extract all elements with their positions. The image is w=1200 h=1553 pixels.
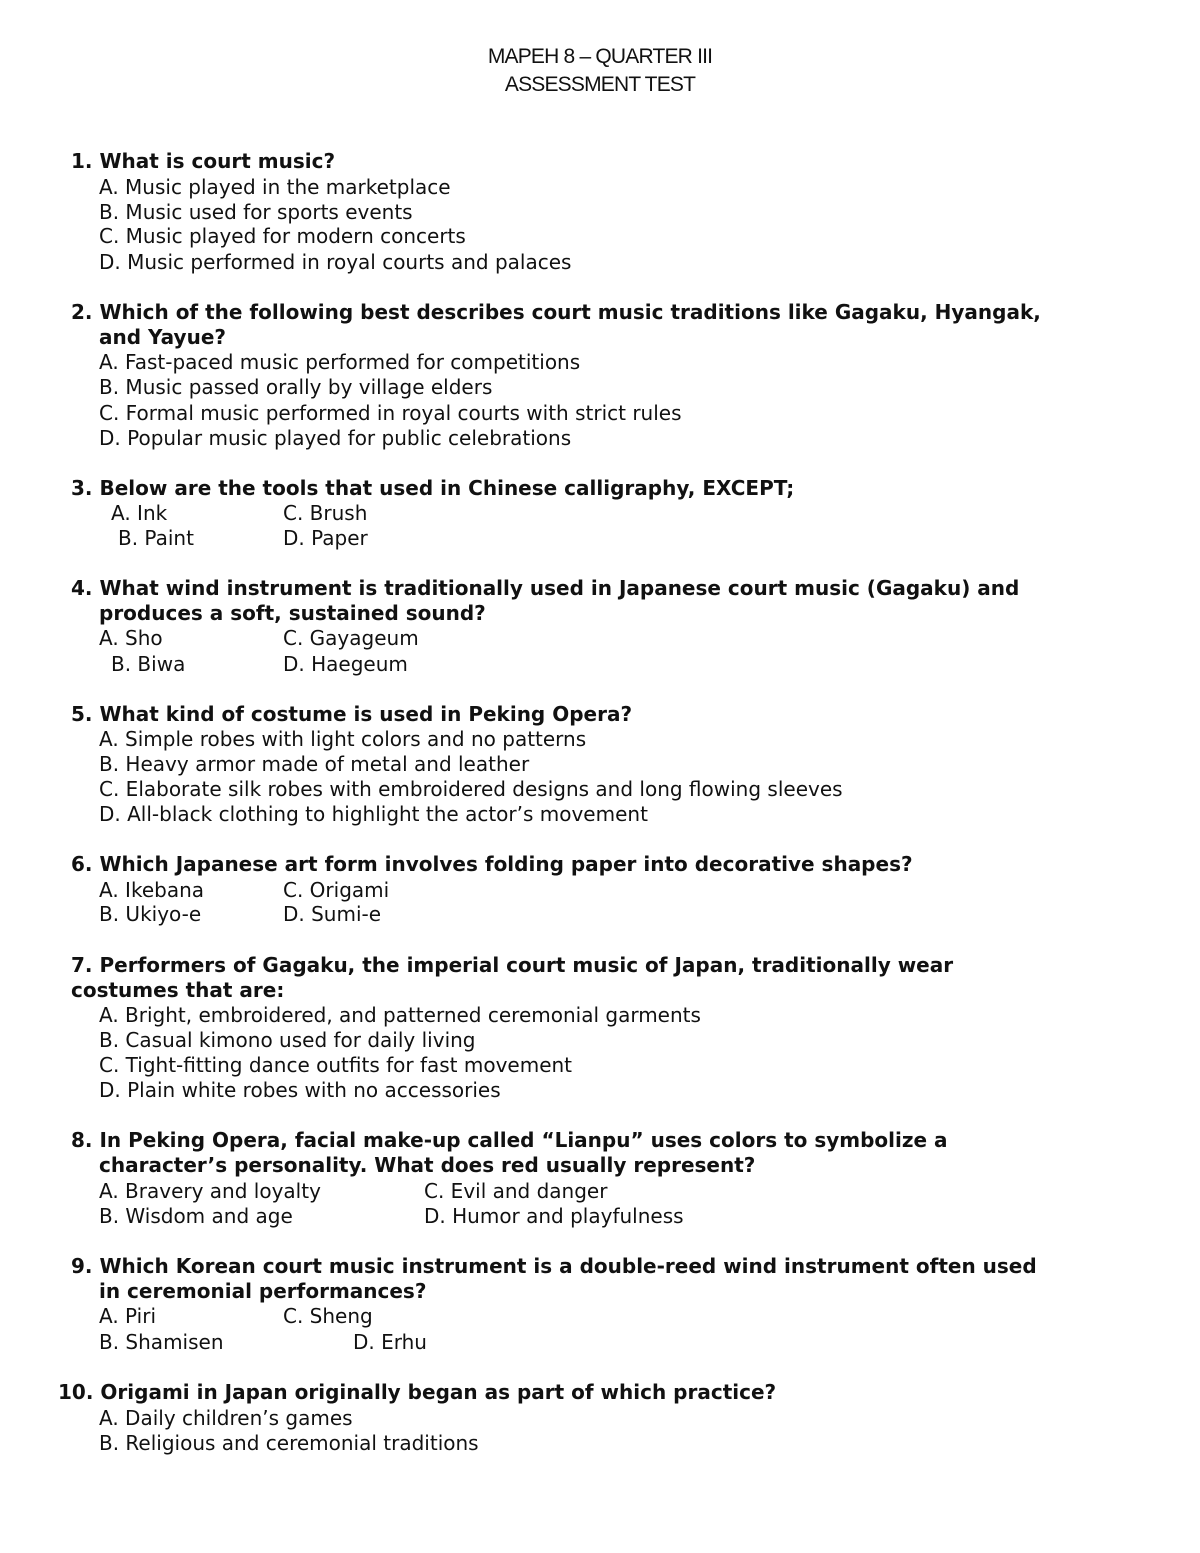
question-number: 8.	[71, 1128, 93, 1152]
option: B. Ukiyo-e	[99, 902, 202, 926]
question-text: In Peking Opera, facial make-up called “Lianpu” uses colors to symbolize a	[99, 1128, 948, 1152]
question-text-continued: and Yayue?	[99, 325, 226, 349]
question-number: 7.	[71, 953, 93, 977]
option: A. Ink	[111, 501, 168, 525]
option: A. Bravery and loyalty	[99, 1179, 321, 1203]
question-number: 6.	[71, 852, 93, 876]
question-6	[71, 852, 913, 877]
question-8	[71, 1128, 948, 1153]
question-text: Origami in Japan originally began as part of which practice?	[100, 1380, 777, 1404]
option: D. Popular music played for public celebrations	[99, 426, 572, 450]
option: C. Elaborate silk robes with embroidered designs and long flowing sleeves	[99, 777, 843, 801]
option: A. Music played in the marketplace	[99, 175, 451, 199]
option: A. Bright, embroidered, and patterned ceremonial garments	[99, 1003, 701, 1027]
question-text: What is court music?	[99, 149, 336, 173]
question-5	[71, 702, 632, 727]
option: C. Evil and danger	[424, 1179, 608, 1203]
option: C. Formal music performed in royal courts with strict rules	[99, 401, 682, 425]
question-number: 3.	[71, 476, 93, 500]
option: D. Music performed in royal courts and palaces	[99, 250, 572, 274]
question-text: Which of the following best describes court music traditions like Gagaku, Hyangak,	[99, 300, 1041, 324]
question-10	[58, 1380, 776, 1405]
option: D. Haegeum	[283, 652, 408, 676]
page-subtitle: ASSESSMENT TEST	[504, 73, 696, 96]
option: A. Simple robes with light colors and no patterns	[99, 727, 587, 751]
option: A. Piri	[99, 1304, 157, 1328]
question-4	[71, 576, 1019, 601]
option: B. Paint	[118, 526, 194, 550]
option: B. Heavy armor made of metal and leather	[99, 752, 530, 776]
option: C. Tight-fitting dance outfits for fast movement	[99, 1053, 573, 1077]
question-number: 1.	[71, 149, 93, 173]
option: C. Origami	[283, 878, 390, 902]
question-number: 4.	[71, 576, 93, 600]
question-text-continued: character’s personality. What does red usually represent?	[99, 1153, 756, 1177]
option: A. Fast-paced music performed for competitions	[99, 350, 581, 374]
question-text-continued: costumes that are:	[71, 978, 285, 1002]
option: B. Shamisen	[99, 1330, 224, 1354]
option: D. Plain white robes with no accessories	[99, 1078, 501, 1102]
option: A. Ikebana	[99, 878, 204, 902]
option: C. Music played for modern concerts	[99, 224, 466, 248]
option: D. All-black clothing to highlight the actor’s movement	[99, 802, 648, 826]
question-7	[71, 953, 953, 978]
question-text: What wind instrument is traditionally used in Japanese court music (Gagaku) and	[99, 576, 1020, 600]
option: D. Humor and playfulness	[424, 1204, 684, 1228]
question-text: Below are the tools that used in Chinese calligraphy, EXCEPT;	[99, 476, 795, 500]
question-number: 5.	[71, 702, 93, 726]
option: C. Sheng	[283, 1304, 373, 1328]
option: C. Brush	[283, 501, 368, 525]
question-text: What kind of costume is used in Peking Opera?	[99, 702, 633, 726]
question-number: 9.	[71, 1254, 93, 1278]
question-1	[71, 149, 335, 174]
option: B. Wisdom and age	[99, 1204, 293, 1228]
question-number: 10.	[58, 1380, 94, 1404]
page-title: MAPEH 8 – QUARTER III	[487, 45, 713, 68]
question-3	[71, 476, 794, 501]
option: A. Daily children’s games	[99, 1406, 353, 1430]
option: D. Sumi-e	[283, 902, 382, 926]
question-9	[71, 1254, 1037, 1279]
option: B. Religious and ceremonial traditions	[99, 1431, 479, 1455]
option: D. Erhu	[353, 1330, 427, 1354]
question-text: Performers of Gagaku, the imperial court music of Japan, traditionally wear	[99, 953, 954, 977]
option: B. Biwa	[111, 652, 186, 676]
question-text-continued: produces a soft, sustained sound?	[99, 601, 486, 625]
question-text-continued: in ceremonial performances?	[99, 1279, 427, 1303]
question-text: Which Japanese art form involves folding paper into decorative shapes?	[99, 852, 913, 876]
question-text: Which Korean court music instrument is a double-reed wind instrument often used	[99, 1254, 1037, 1278]
option: D. Paper	[283, 526, 368, 550]
option: B. Music passed orally by village elders	[99, 375, 493, 399]
option: A. Sho	[99, 626, 163, 650]
option: B. Casual kimono used for daily living	[99, 1028, 476, 1052]
question-2	[71, 300, 1041, 325]
question-number: 2.	[71, 300, 93, 324]
option: C. Gayageum	[283, 626, 419, 650]
option: B. Music used for sports events	[99, 200, 413, 224]
